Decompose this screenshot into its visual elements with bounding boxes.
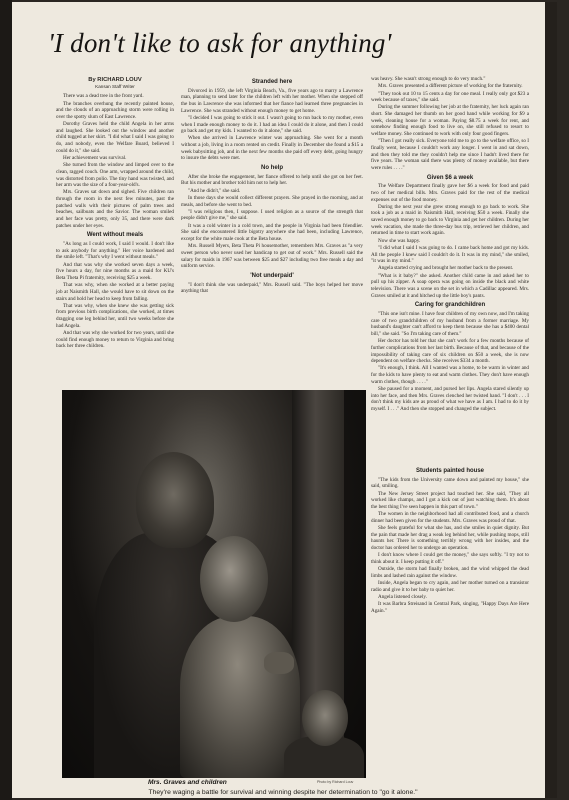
paragraph: "It's enough, I think. All I wanted was a home, to be warm in winter and for the kids to have plenty to eat and warm clothes. They don't have enough warm clothes, though . . . ." — [371, 365, 529, 385]
photo-mother-and-children — [62, 390, 366, 778]
photo-caption: Mrs. Graves and children — [148, 779, 227, 786]
paragraph: It was a cold winter in a cold town, and the people in Virginia had been friendlier. She said she encountered little bigotry anywhere she had been, including Lawrence, except for the white male cook at the Beta house. — [181, 222, 363, 242]
paragraph: "I was religious then, I suppose. I used religion as a source of the strength that people didn't give me," she said. — [181, 208, 363, 222]
paragraph: Her achievement was survival. — [63, 155, 127, 161]
column-1 — [56, 76, 174, 351]
paragraph: She paused for a moment, and pursed her lips. Angela stared silently up into her face, and then Mrs. Graves clenched her twisted hand. "I don't . . . I don't think my kids are as proud of what we have as I am. I had to do it by myself. I . . ." And then she stopped and changed the subject. — [371, 386, 529, 412]
paragraph: That was why, when she knew she was getting sick from previous birth complications, she worked, at times dragging one leg behind her, until two weeks before she had Angela. — [56, 302, 174, 329]
paragraph: Mrs. Russell Myers, Beta Theta Pi housemother, remembers Mrs. Graves as "a very sweet person who never used her handicap to get out of work." Mrs. Russell said the salary for maids in 1967 was between $25 and $27 including two free meals a day and uniform service. — [181, 243, 363, 270]
paragraph: Inside, Angela began to cry again, and her mother turned on a transistor radio and give it to her baby to quiet her. — [371, 580, 529, 593]
paragraph: Angela started crying and brought her mother back to the present. — [378, 265, 514, 272]
paragraph: She feels grateful for what she has, and she smiles in quiet dignity. But the pain that made her drag a weak leg behind her, while pushing mops, still haunts her. There is something terribly wrong with her insides, and the doctor has ordered her to undergo an operation. — [371, 525, 529, 551]
paragraph: And that was why she worked seven days a week, five hours a day, for nine months as a maid for KU's Beta Theta Pi fraternity, receiving $25 a week. — [56, 261, 174, 281]
paragraph: "They took out 10 to 15 cents a day for one meal. I really only got $23 a week because of taxes," she said. — [371, 90, 529, 104]
paragraph: The New Jersey Street project had touched her. She said, "They all worked like champs, and I got a kick out of just watching them. It's about the best thing I've seen happen in this part of town." — [371, 490, 529, 510]
child-figure — [180, 616, 300, 778]
page-binding-edge — [0, 0, 12, 800]
paragraph: Mrs. Graves presented a different picture of working for the fraternity. — [378, 83, 523, 90]
column-2 — [181, 76, 363, 295]
paragraph: In those days she would collect different prayers. She prayed in the morning, and at meals, and before she went to bed. — [181, 194, 363, 208]
paragraph: That was why, when she worked at a better paying job at Naismith Hall, she would have to sit down on the stairs and hold her head to keep from falling. — [56, 282, 174, 302]
paragraph: Outside, the storm had finally broken, and the wind whipped the dead limbs and lashed rain against the window. — [371, 566, 529, 579]
photo-credit: Photo by Richard Louv — [317, 780, 354, 784]
paragraph: There was a dead tree in the front yard. — [63, 93, 144, 100]
column-3 — [371, 76, 529, 413]
paragraph: Mrs. Graves sat down and sighed. Five children ran through the room in the next few minutes, past the patched walls with their pictures of palm trees and beaches, sailboats and the Savior. The woman smiled and her face was pretty, only 35, and there were dark patches under her eyes. — [56, 189, 174, 229]
paragraph: The branches overhung the recently painted house, and the clouds of an approaching storm were rolling in over the spotty slum of East Lawrence. — [56, 100, 174, 120]
paragraph: Her doctor has told her that she can't work for a few months because of further complications from her last birth. Because of that, and because of the impossibility of taking care of six children on $50 a week, she is now dependent on welfare checks. She receives $334 a month. — [371, 338, 529, 365]
paragraph: She turned from the window and limped over to the clean, ragged couch. One arm, wrapped around the child, was distorted from polio. The tiny hand was twisted, and her arm was the size of a four-year-old's. — [56, 162, 174, 189]
paragraph: "The kids from the University came down and painted my house," she said, smiling. — [371, 476, 529, 490]
paragraph: "I did what I said I was going to do. I came back home and got my kids. All the people I knew said I couldn't do it. It was in my mind," she smiled, "it was in my mind." — [371, 244, 529, 265]
headline: 'I don't like to ask for anything' — [48, 28, 392, 58]
paragraph: And that was why she worked for two years, until she could find enough money to return to Virginia and bring back her three children. — [56, 329, 174, 350]
subhead: Caring for grandchildren — [414, 302, 486, 309]
paragraph: The women in the neighborhood had all contributed food, and a church dinner had been given for the students. Mrs. Graves was proud of that. — [371, 511, 529, 524]
subhead: 'Not underpaid' — [250, 272, 294, 279]
paragraph: "What is it baby?" she asked. Another child came in and asked her to pull up his zipper. A soap opera was going on inside the black and white television. There was a scene on the set in which a Cadillac appeared. Mrs. Graves smiled at it and hitched up the little boy's pants. — [371, 272, 529, 299]
woman-head — [136, 452, 214, 548]
paragraph: The Welfare Department finally gave her $6 a week for food and paid two of her medical bills. Mrs. Graves paid for the rest of the medical expenses out of the food money. — [371, 183, 529, 203]
paragraph: "This one isn't mine. I have four children of my own now, and I'm taking care of two grandchildren of my husband from a former marriage. My husband's daughter can't afford to keep them because she has a $400 dental bill," she said. "So I'm taking care of them." — [371, 311, 529, 337]
paragraph: During the next year she grew strong enough to go back to work. She took a job as a maid in Naismith Hall, receiving $50 a week. Finally she saved enough money to go back to Virginia and get her children. During her week vacation, she made the three-day bus trip, retrieved her children, and returned in time to start work again. — [371, 203, 529, 237]
paragraph: Divorced in 1959, she left Virginia Beach, Va., five years ago to marry a Lawrence man, planning to send later for the children left with her mother. When she stepped off the bus in Lawrence she was informed that her fiance had learned three pregnancies in Lawrence. She was stranded without enough money to get home. — [181, 87, 363, 114]
column-3-continued — [371, 465, 529, 615]
paragraph: Now she was happy. — [378, 237, 421, 244]
paragraph: "Then I got really sick. Everyone told me to go to the welfare office, so I finally went, because I couldn't work any longer. I went in and sat down, and then they told me they couldn't help me since I hadn't lived there for five years. The woman said there was plenty of money available, but there were rules . . . ." — [371, 138, 529, 171]
second-child-head — [302, 690, 348, 746]
child-hand — [264, 652, 294, 674]
subhead: Went without meals — [86, 232, 144, 239]
paragraph: After she broke the engagement, her fiance offered to help until she got on her feet. But his mother and brother told him not to help her. — [181, 173, 363, 187]
paragraph: Dorothy Graves held the child Angela in her arms and laughed. She looked out the window and another child tugged at her skirt. "I did what I said I was going to do, and nobody, even the Welfare Board, believed I could do it," she said. — [56, 121, 174, 154]
paragraph: "As long as I could work, I said I would. I don't like to ask anybody for anything." Her voice hardened and the smile left. "That's why I went without meals." — [56, 241, 174, 261]
paragraph: was heavy. She wasn't strong enough to do very much." — [371, 76, 486, 82]
subhead: Given $6 a week — [426, 174, 474, 181]
newspaper-page — [12, 2, 557, 798]
child-head — [200, 536, 268, 622]
page-right-edge — [545, 2, 557, 798]
subhead: No help — [261, 165, 283, 172]
byline: By RICHARD LOUV — [88, 77, 142, 83]
subhead: Stranded here — [251, 79, 293, 85]
paragraph: "I don't think she was underpaid," Mrs. Russell said. "The boys helped her move anything that — [181, 281, 363, 295]
paragraph: "And he didn't," she said. — [188, 187, 241, 194]
paragraph: Angela listened closely. — [378, 593, 427, 600]
paragraph: During the summer following her job at the fraternity, her luck again ran short. She damaged her thumb on her good hand while working for $9 a week, cleaning house for a woman. Paying $8.75 a week for rent, and somehow finding enough food to live on, she still refused to resort to welfare money. She continued to work with only four good fingers. — [371, 104, 529, 138]
paragraph: It was Barbra Streisand in Central Park, singing, "Happy Days Are Here Again." — [371, 601, 529, 614]
paragraph: When she arrived in Lawrence winter was approaching. She went for a month without a job, living in a room rented on credit. Finally in December she found a $15 a week babysitting job, and in the next few months she paid off every debt, going hungry to insure the debts were met. — [181, 135, 363, 162]
paragraph: I don't know where I could get the money," she says softly. "I try not to think about it. I keep putting it off." — [371, 552, 529, 565]
subhead: Students painted house — [415, 468, 484, 474]
photo-cutline: They're waging a battle for survival and winning despite her determination to "go it alone." — [148, 789, 418, 796]
byline-title: Kansan Staff Writer — [95, 83, 135, 89]
paragraph: "I decided I was going to stick it out. I wasn't going to run back to my mother, even when I made enough money to do it. I had an idea I could do it alone, and then I could go back and get my kids. I wanted to do it alone," she said. — [181, 114, 363, 135]
